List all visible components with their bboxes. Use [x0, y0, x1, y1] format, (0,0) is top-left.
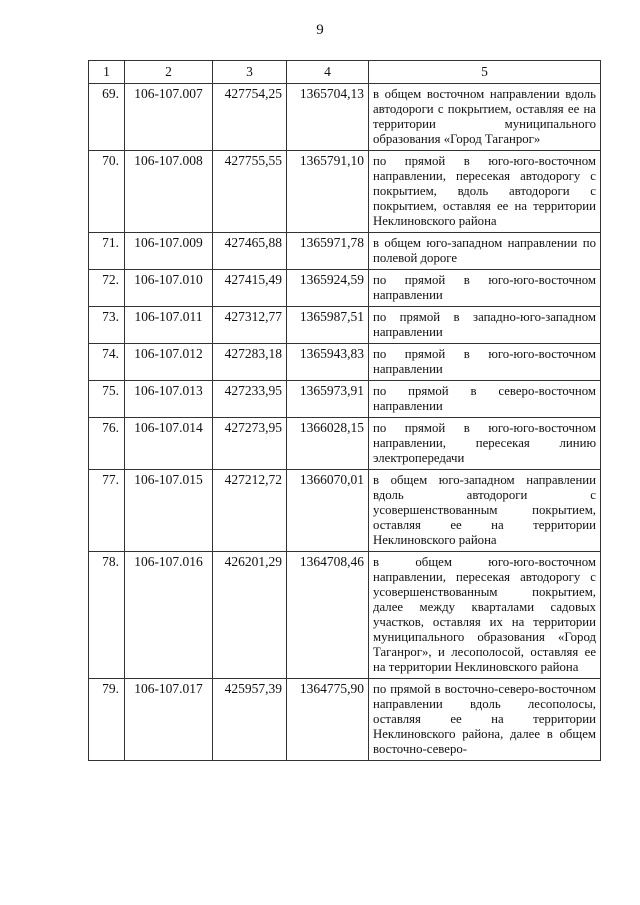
boundary-description: в общем юго-юго-восточном направлении, пересекая автодорогу с усовершенствованным покрытием, далее между кварталами садовых участков, оставляя их на территории муниципального образования «Город Таганрог», и лесополосой, оставляя ее на территории Неклиновского района	[369, 551, 601, 678]
row-number: 72.	[89, 269, 125, 306]
table-row	[89, 417, 601, 469]
coordinate-x: 427273,95	[213, 417, 287, 469]
table-row	[89, 469, 601, 551]
table-row	[89, 150, 601, 232]
coordinate-y: 1366070,01	[287, 469, 369, 551]
coordinate-x: 427754,25	[213, 83, 287, 150]
row-number: 74.	[89, 343, 125, 380]
point-code: 106-107.013	[125, 380, 213, 417]
row-number: 77.	[89, 469, 125, 551]
coordinate-x: 427465,88	[213, 232, 287, 269]
point-code: 106-107.007	[125, 83, 213, 150]
coordinate-y: 1364708,46	[287, 551, 369, 678]
point-code: 106-107.008	[125, 150, 213, 232]
row-number: 75.	[89, 380, 125, 417]
coordinate-y: 1365943,83	[287, 343, 369, 380]
table-row	[89, 343, 601, 380]
coordinate-x: 427312,77	[213, 306, 287, 343]
coordinate-y: 1365791,10	[287, 150, 369, 232]
coordinate-x: 425957,39	[213, 678, 287, 760]
coordinate-x: 426201,29	[213, 551, 287, 678]
coordinate-x: 427755,55	[213, 150, 287, 232]
boundary-description: по прямой в юго-юго-восточном направлении	[369, 343, 601, 380]
coordinate-x: 427212,72	[213, 469, 287, 551]
coordinate-y: 1365987,51	[287, 306, 369, 343]
coordinate-y: 1364775,90	[287, 678, 369, 760]
header-col-4: 4	[287, 61, 369, 84]
row-number: 76.	[89, 417, 125, 469]
row-number: 73.	[89, 306, 125, 343]
coordinate-y: 1365924,59	[287, 269, 369, 306]
header-col-2: 2	[125, 61, 213, 84]
point-code: 106-107.014	[125, 417, 213, 469]
table-row	[89, 380, 601, 417]
point-code: 106-107.011	[125, 306, 213, 343]
boundary-table	[88, 60, 601, 761]
table-row	[89, 269, 601, 306]
boundary-description: в общем юго-западном направлении вдоль автодороги с усовершенствованным покрытием, оставляя ее на территории Неклиновского района	[369, 469, 601, 551]
point-code: 106-107.015	[125, 469, 213, 551]
boundary-description: в общем восточном направлении вдоль автодороги с покрытием, оставляя ее на территории муниципального образования «Город Таганрог»	[369, 83, 601, 150]
boundary-description: по прямой в юго-юго-восточном направлении	[369, 269, 601, 306]
point-code: 106-107.009	[125, 232, 213, 269]
header-col-5: 5	[369, 61, 601, 84]
coordinate-y: 1365973,91	[287, 380, 369, 417]
coordinate-x: 427233,95	[213, 380, 287, 417]
coordinate-y: 1365971,78	[287, 232, 369, 269]
coordinate-x: 427283,18	[213, 343, 287, 380]
table-row	[89, 83, 601, 150]
row-number: 69.	[89, 83, 125, 150]
boundary-description: по прямой в западно-юго-западном направлении	[369, 306, 601, 343]
boundary-description: по прямой в северо-восточном направлении	[369, 380, 601, 417]
boundary-description: по прямой в восточно-северо-восточном направлении вдоль лесополосы, оставляя ее на территории Неклиновского района, далее в общем восточно-северо-	[369, 678, 601, 760]
table-row	[89, 306, 601, 343]
boundary-description: по прямой в юго-юго-восточном направлении, пересекая автодорогу с покрытием, вдоль автодороги с покрытием, оставляя ее на территории Неклиновского района	[369, 150, 601, 232]
coordinate-x: 427415,49	[213, 269, 287, 306]
row-number: 71.	[89, 232, 125, 269]
table-header-row	[89, 61, 601, 84]
row-number: 70.	[89, 150, 125, 232]
coordinate-y: 1365704,13	[287, 83, 369, 150]
row-number: 79.	[89, 678, 125, 760]
boundary-description: по прямой в юго-юго-восточном направлении, пересекая линию электропередачи	[369, 417, 601, 469]
header-col-1: 1	[89, 61, 125, 84]
point-code: 106-107.017	[125, 678, 213, 760]
table-row	[89, 551, 601, 678]
row-number: 78.	[89, 551, 125, 678]
point-code: 106-107.016	[125, 551, 213, 678]
table-row	[89, 232, 601, 269]
table-row	[89, 678, 601, 760]
point-code: 106-107.012	[125, 343, 213, 380]
coordinate-y: 1366028,15	[287, 417, 369, 469]
page-number: 9	[316, 22, 324, 38]
point-code: 106-107.010	[125, 269, 213, 306]
header-col-3: 3	[213, 61, 287, 84]
boundary-description: в общем юго-западном направлении по полевой дороге	[369, 232, 601, 269]
